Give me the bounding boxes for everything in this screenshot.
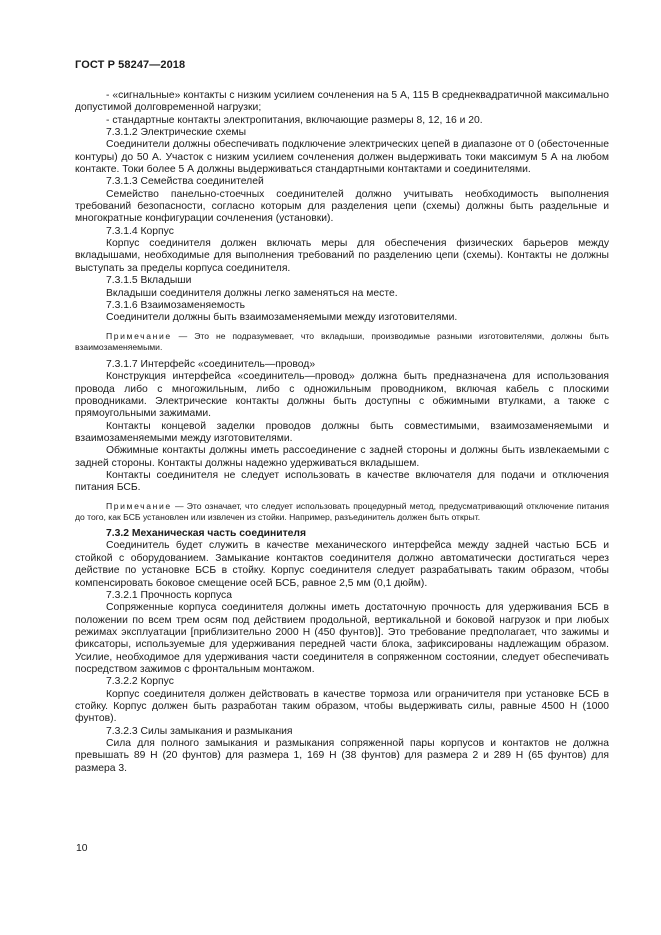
paragraph: Конструкция интерфейса «соединитель—провод» должна быть предназначена для использования провода либо с многожильным, либо с одножильным проводником, включая кабель с плоскими проводниками. Электрические контакты должны быть доступны с обжимными втулками, а также с прямоугольными зажимами. [75, 371, 609, 420]
paragraph: Корпус соединителя должен включать меры для обеспечения физических барьеров между вкладышами, необходимые для выполнения требований по разделению цепи (схемы). Контакты не должны выступать за пределы корпуса соединителя. [75, 238, 609, 274]
section-heading: 7.3.1.3 Семейства соединителей [106, 176, 264, 188]
paragraph: Корпус соединителя должен действовать в качестве тормоза или ограничителя при установке БСБ в стойку. Корпус должен быть разработан таким образом, чтобы выдерживать силы, равные 4500 Н (1000 фунтов). [75, 688, 609, 725]
section-heading: 7.3.1.6 Взаимозаменяемость [106, 299, 246, 311]
paragraph: Соединители должны обеспечивать подключение электрических цепей в диапазоне от 0 (обесточенные контуры) до 50 А. Участок с низким усилием сочленения должен выдерживать токи максимум 5 А на любом контакте. Токи более 5 А должны выдерживаться стандартными контактами и соединителями. [75, 139, 609, 176]
paragraph: Контакты соединителя не следует использовать в качестве включателя для подачи и отключения питания БСБ. [75, 470, 609, 494]
section-heading: 7.3.1.5 Вкладыши [106, 275, 192, 287]
section-heading: 7.3.1.7 Интерфейс «соединитель—провод» [106, 358, 316, 370]
section-heading: 7.3.2.1 Прочность корпуса [106, 589, 232, 601]
document-header: ГОСТ Р 58247—2018 [75, 59, 186, 71]
note-text: — Это не подразумевает, что вкладыши, производимые разными изготовителями, должны быть взаимозаменяемыми. [75, 330, 609, 352]
paragraph: Соединители должны быть взаимозаменяемыми между изготовителями. [106, 312, 458, 324]
page-number: 10 [76, 843, 88, 854]
note-label: Примечание [106, 500, 172, 511]
paragraph: Вкладыши соединителя должны легко заменяться на месте. [106, 287, 398, 299]
paragraph: - «сигнальные» контакты с низким усилием сочленения на 5 А, 115 В среднеквадратичной максимально допустимой долговременной нагрузки; [75, 90, 609, 114]
paragraph: Сила для полного замыкания и размыкания сопряженной пары корпусов и контактов не должна превышать 89 Н (20 фунтов) для размера 1, 169 Н (38 фунтов) для размера 2 и 289 Н (65 фунтов) для размера 3. [75, 737, 609, 774]
section-heading: 7.3.2.2 Корпус [106, 676, 174, 688]
paragraph: - стандартные контакты электропитания, включающие размеры 8, 12, 16 и 20. [106, 114, 483, 126]
paragraph: Соединитель будет служить в качестве механического интерфейса между задней частью БСБ и стойкой с оборудованием. Замыкание контактов соединителя должно автоматически достигаться через действие по установке БСБ в стойку. Корпус соединителя следует разрабатывать таким образом, чтобы компенсировать боковое смещение осей БСБ, равное 2,5 мм (0,1 дюйм). [75, 540, 609, 589]
note [75, 331, 609, 353]
paragraph: Сопряженные корпуса соединителя должны иметь достаточную прочность для удерживания БСБ в положении по всем трем осям под действием продольной, вертикальной и боковой нагрузок и при любых режимах эксплуатации [приблизительно 2000 Н (450 фунтов)]. Это требование предполагает, что зажимы и фиксаторы, используемые для удерживания передней части блока, зафиксированы надлежащим образом. Усилие, необходимое для удерживания части соединителя в сопряженном состоянии, следует обеспечивать посредством зажимов с фронтальным монтажом. [75, 602, 609, 675]
note [75, 501, 609, 523]
paragraph: Семейство панельно-стоечных соединителей должно учитывать необходимость выполнения требований безопасности, согласно которым для разделения цепи (схемы) должны быть раздельные и многократные конфигурации сочленения (установки). [75, 188, 609, 225]
section-heading-bold: 7.3.2 Механическая часть соединителя [106, 528, 307, 540]
note-label: Примечание [106, 330, 172, 341]
document-body [75, 90, 609, 775]
note-text: — Это означает, что следует использовать процедурный метод, предусматривающий отключение питания до того, как БСБ установлен или извлечен из стойки. Например, разъединитель должен быть открыт. [75, 500, 609, 522]
section-heading: 7.3.2.3 Силы замыкания и размыкания [106, 725, 293, 737]
paragraph: Обжимные контакты должны иметь рассоединение с задней стороны и должны быть извлекаемыми с задней стороны. Контакты должны надежно удерживаться вкладышем. [75, 445, 609, 469]
section-heading: 7.3.1.4 Корпус [106, 225, 174, 237]
paragraph: Контакты концевой заделки проводов должны быть совместимыми, взаимозаменяемыми и взаимозаменяемыми между изготовителями. [75, 420, 609, 444]
section-heading: 7.3.1.2 Электрические схемы [106, 127, 247, 139]
